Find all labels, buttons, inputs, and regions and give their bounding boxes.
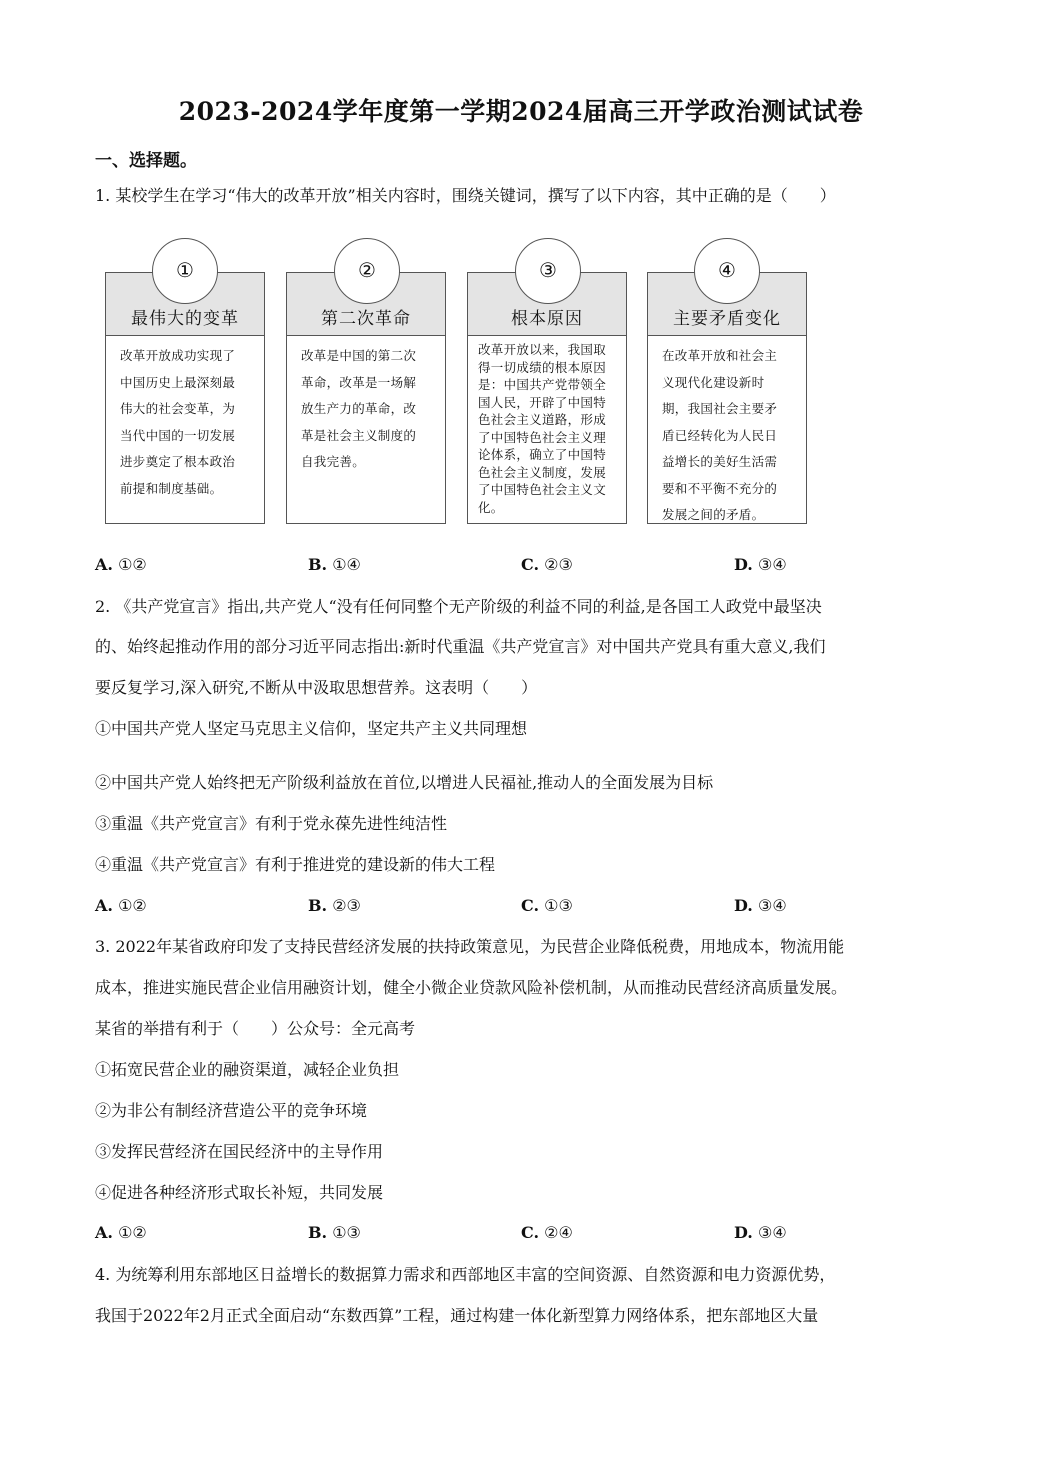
- option-text: ③④: [757, 555, 787, 574]
- card-3-line: 国人民，开辟了中国特: [478, 394, 607, 410]
- card-3-line: 色社会主义制度，发展: [478, 464, 607, 480]
- option-text: ①②: [118, 896, 147, 915]
- card-3-body: [478, 341, 620, 516]
- card-2-title: 第二次革命: [321, 309, 411, 329]
- q2-option-c[interactable]: [521, 896, 573, 915]
- option-letter: A.: [95, 555, 113, 574]
- q3-stem-line: 某省的举措有利于（ ）公众号：全元高考: [95, 1019, 416, 1038]
- option-letter: D.: [734, 896, 753, 915]
- card-2-body: [301, 343, 435, 476]
- option-text: ①③: [544, 896, 573, 915]
- card-3-line: 了中国特色社会主义理: [478, 429, 607, 445]
- option-text: ①④: [332, 555, 361, 574]
- card-2: [286, 272, 446, 524]
- q2-item: ②中国共产党人始终把无产阶级利益放在首位,以增进人民福祉,推动人的全面发展为目标: [95, 773, 714, 792]
- card-1: [105, 272, 265, 524]
- q2-option-d[interactable]: [734, 896, 787, 915]
- option-letter: D.: [734, 555, 753, 574]
- option-letter: D.: [734, 1223, 753, 1242]
- option-text: ③④: [757, 896, 787, 915]
- option-text: ②③: [332, 896, 361, 915]
- card-3-line: 改革开放以来，我国取: [478, 342, 607, 357]
- option-text: ③④: [757, 1223, 787, 1242]
- card-4-line: 发展之间的矛盾。: [662, 507, 765, 522]
- card-4-line: 期，我国社会主要矛: [662, 401, 778, 416]
- card-1-line: 中国历史上最深刻最: [120, 374, 236, 390]
- section-heading: 一、选择题。: [95, 151, 197, 171]
- card-2-line: 改革是中国的第二次: [301, 348, 417, 363]
- card-4-line: 益增长的美好生活需: [662, 454, 778, 469]
- card-4-body: [662, 343, 796, 529]
- card-4-title: 主要矛盾变化: [673, 309, 781, 329]
- card-2-line: 放生产力的革命，改: [301, 401, 417, 416]
- option-text: ①②: [118, 1223, 147, 1242]
- q1-stem-line: 1. 某校学生在学习“伟大的改革开放”相关内容时，围绕关键词，撰写了以下内容，其中正确的是（ ）: [95, 186, 836, 205]
- q3-item: ①拓宽民营企业的融资渠道，减轻企业负担: [95, 1060, 400, 1079]
- option-letter: B.: [308, 1223, 328, 1242]
- q3-option-a[interactable]: [95, 1223, 147, 1242]
- card-1-body: [120, 343, 254, 502]
- option-letter: A.: [95, 896, 113, 915]
- card-1-title: 最伟大的变革: [131, 309, 239, 329]
- card-2-number: ②: [334, 238, 400, 304]
- card-4-line: 要和不平衡不充分的: [662, 480, 778, 496]
- card-3-title: 根本原因: [511, 309, 583, 329]
- card-3: [467, 272, 627, 524]
- card-2-line: 革是社会主义制度的: [301, 427, 417, 443]
- card-3-number: ③: [515, 238, 581, 304]
- option-letter: C.: [521, 896, 540, 915]
- card-3-line: 得一切成绩的根本原因: [478, 359, 607, 375]
- q1-option-d[interactable]: [734, 555, 787, 574]
- q3-item: ②为非公有制经济营造公平的竞争环境: [95, 1101, 368, 1120]
- q2-item: ④重温《共产党宣言》有利于推进党的建设新的伟大工程: [95, 855, 496, 874]
- option-text: ②③: [544, 555, 573, 574]
- q3-option-d[interactable]: [734, 1223, 787, 1242]
- card-4-line: 在改革开放和社会主: [662, 348, 778, 363]
- q2-stem-line: 要反复学习,深入研究,不断从中汲取思想营养。这表明（ ）: [95, 678, 538, 697]
- option-letter: B.: [308, 896, 328, 915]
- card-4-line: 盾已经转化为人民日: [662, 427, 778, 443]
- card-3-line: 论体系，确立了中国特: [478, 447, 607, 462]
- option-letter: C.: [521, 555, 540, 574]
- card-4: [647, 272, 807, 524]
- option-letter: B.: [308, 555, 328, 574]
- card-1-number: ①: [152, 238, 218, 304]
- exam-title: 2023-2024学年度第一学期2024届高三开学政治测试试卷: [178, 97, 864, 126]
- q1-option-a[interactable]: [95, 555, 147, 574]
- q2-stem-line: 2. 《共产党宣言》指出,共产党人“没有任何同整个无产阶级的利益不同的利益,是各国工人政党中最坚决: [95, 597, 822, 616]
- card-2-line: 自我完善。: [301, 454, 366, 469]
- card-3-line: 了中国特色社会主义文: [478, 482, 607, 497]
- q1-options: [95, 555, 955, 577]
- card-1-line: 前提和制度基础。: [120, 480, 223, 496]
- q2-option-a[interactable]: [95, 896, 147, 915]
- q2-options: [95, 896, 955, 918]
- q1-option-b[interactable]: [308, 555, 361, 574]
- card-4-line: 义现代化建设新时: [662, 374, 765, 390]
- card-3-line: 是：中国共产党带领全: [478, 377, 607, 392]
- card-1-line: 进步奠定了根本政治: [120, 454, 236, 469]
- q3-options: [95, 1223, 955, 1245]
- q3-item: ③发挥民营经济在国民经济中的主导作用: [95, 1142, 384, 1161]
- q3-option-c[interactable]: [521, 1223, 573, 1242]
- q2-item: ③重温《共产党宣言》有利于党永葆先进性纯洁性: [95, 814, 448, 833]
- option-text: ②④: [544, 1223, 573, 1242]
- card-1-line: 改革开放成功实现了: [120, 348, 236, 363]
- option-letter: A.: [95, 1223, 113, 1242]
- q3-item: ④促进各种经济形式取长补短，共同发展: [95, 1183, 384, 1202]
- q2-option-b[interactable]: [308, 896, 361, 915]
- q3-option-b[interactable]: [308, 1223, 361, 1242]
- q4-stem-line: 4. 为统筹利用东部地区日益增长的数据算力需求和西部地区丰富的空间资源、自然资源和电力资源优势，: [95, 1265, 836, 1284]
- card-4-number: ④: [694, 238, 760, 304]
- q1-option-c[interactable]: [521, 555, 573, 574]
- q4-stem-line: 我国于2022年2月正式全面启动“东数西算”工程，通过构建一体化新型算力网络体系，把东部地区大量: [95, 1306, 819, 1325]
- card-3-line: 化。: [478, 499, 504, 515]
- card-2-line: 革命，改革是一场解: [301, 374, 417, 390]
- option-text: ①③: [332, 1223, 361, 1242]
- q2-stem-line: 的、始终起推动作用的部分习近平同志指出:新时代重温《共产党宣言》对中国共产党具有重大意义,我们: [95, 637, 826, 656]
- card-3-line: 色社会主义道路，形成: [478, 412, 607, 427]
- card-1-line: 伟大的社会变革，为: [120, 401, 236, 416]
- q3-stem-line: 3. 2022年某省政府印发了支持民营经济发展的扶持政策意见，为民营企业降低税费，用地成本，物流用能: [95, 937, 845, 956]
- q2-item: ①中国共产党人坚定马克思主义信仰，坚定共产主义共同理想: [95, 719, 528, 738]
- option-text: ①②: [118, 555, 147, 574]
- option-letter: C.: [521, 1223, 540, 1242]
- card-1-line: 当代中国的一切发展: [120, 427, 236, 443]
- q3-stem-line: 成本，推进实施民营企业信用融资计划，健全小微企业贷款风险补偿机制，从而推动民营经济高质量发展。: [95, 978, 848, 997]
